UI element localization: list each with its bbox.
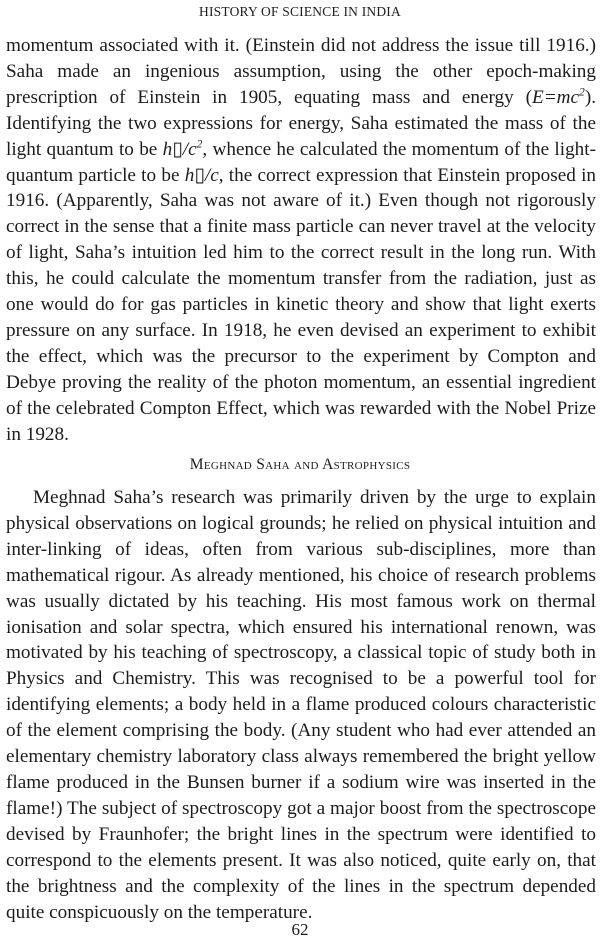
page-number: 62 [291, 920, 309, 939]
paragraph-text: ). Identifying the two expressions for energy, Saha estimated the mass of the light quantum to be [6, 86, 596, 160]
equation-momentum: h▯/c [184, 164, 219, 186]
paragraph-saha-research: Meghnad Saha’s research was primarily driven by the urge to explain physical observations on logical grounds; he relied on physical intuition and inter-linking of ideas, often from various sub-disciplines, more than mathematical rigour. As already mentioned, his choice of research problems was usually dictated by his teaching. His most famous work on thermal ionisation and solar spectra, which ensured his international renown, was motivated by his teaching of spectroscopy, a classical topic of study both in Physics and Chemistry. This was recognised to be a powerful tool for identifying elements; a body held in a flame produced colours characteristic of the element comprising the body. (Any student who had ever attended an elementary chemistry laboratory class always remembered the bright yellow flame produced in the Bunsen burner if a sodium wire was inserted in the flame!) The subject of spectroscopy got a major boost from the spectroscope devised by Fraunhofer; the bright lines in the spectrum were identified to correspond to the elements present. It was also noticed, quite early on, that the brightness and the complexity of the lines in the spectrum depended quite conspicuously on the temperature. [6, 487, 596, 923]
section-heading: Meghnad Saha and Astrophysics [189, 456, 411, 473]
equation-mass-energy: $E=mc^2$ [532, 86, 585, 108]
equation-quantum-mass: $h▯/c^2$ [162, 138, 203, 160]
paragraph-einstein-momentum [6, 33, 596, 448]
paragraph-text: momentum associated with it. (Einstein did not address the issue till 1916.) Saha made an ingenious assumption, using the other epoch-making prescription of Einstein in 1905, equating mass and energy ( [6, 35, 596, 108]
paragraph-text: , whence he calculated the momentum of the light-quantum particle to be [6, 138, 596, 186]
running-head: HISTORY OF SCIENCE IN INDIA [199, 4, 401, 19]
paragraph-text: , the correct expression that Einstein proposed in 1916. (Apparently, Saha was not aware of it.) Even though not rigorously correct in the sense that a finite mass particle can never travel at the velocity of light, Saha’s intuition led him to the correct result in the long run. With this, he could calculate the momentum transfer from the radiation, just as one would do for gas particles in kinetic theory and show that light exerts pressure on any surface. In 1918, he even devised an experiment to exhibit the effect, which was the precursor to the experiment by Compton and Debye proving the reality of the photon momentum, an essential ingredient of the celebrated Compton Effect, which was rewarded with the Nobel Prize in 1928. [6, 164, 596, 445]
